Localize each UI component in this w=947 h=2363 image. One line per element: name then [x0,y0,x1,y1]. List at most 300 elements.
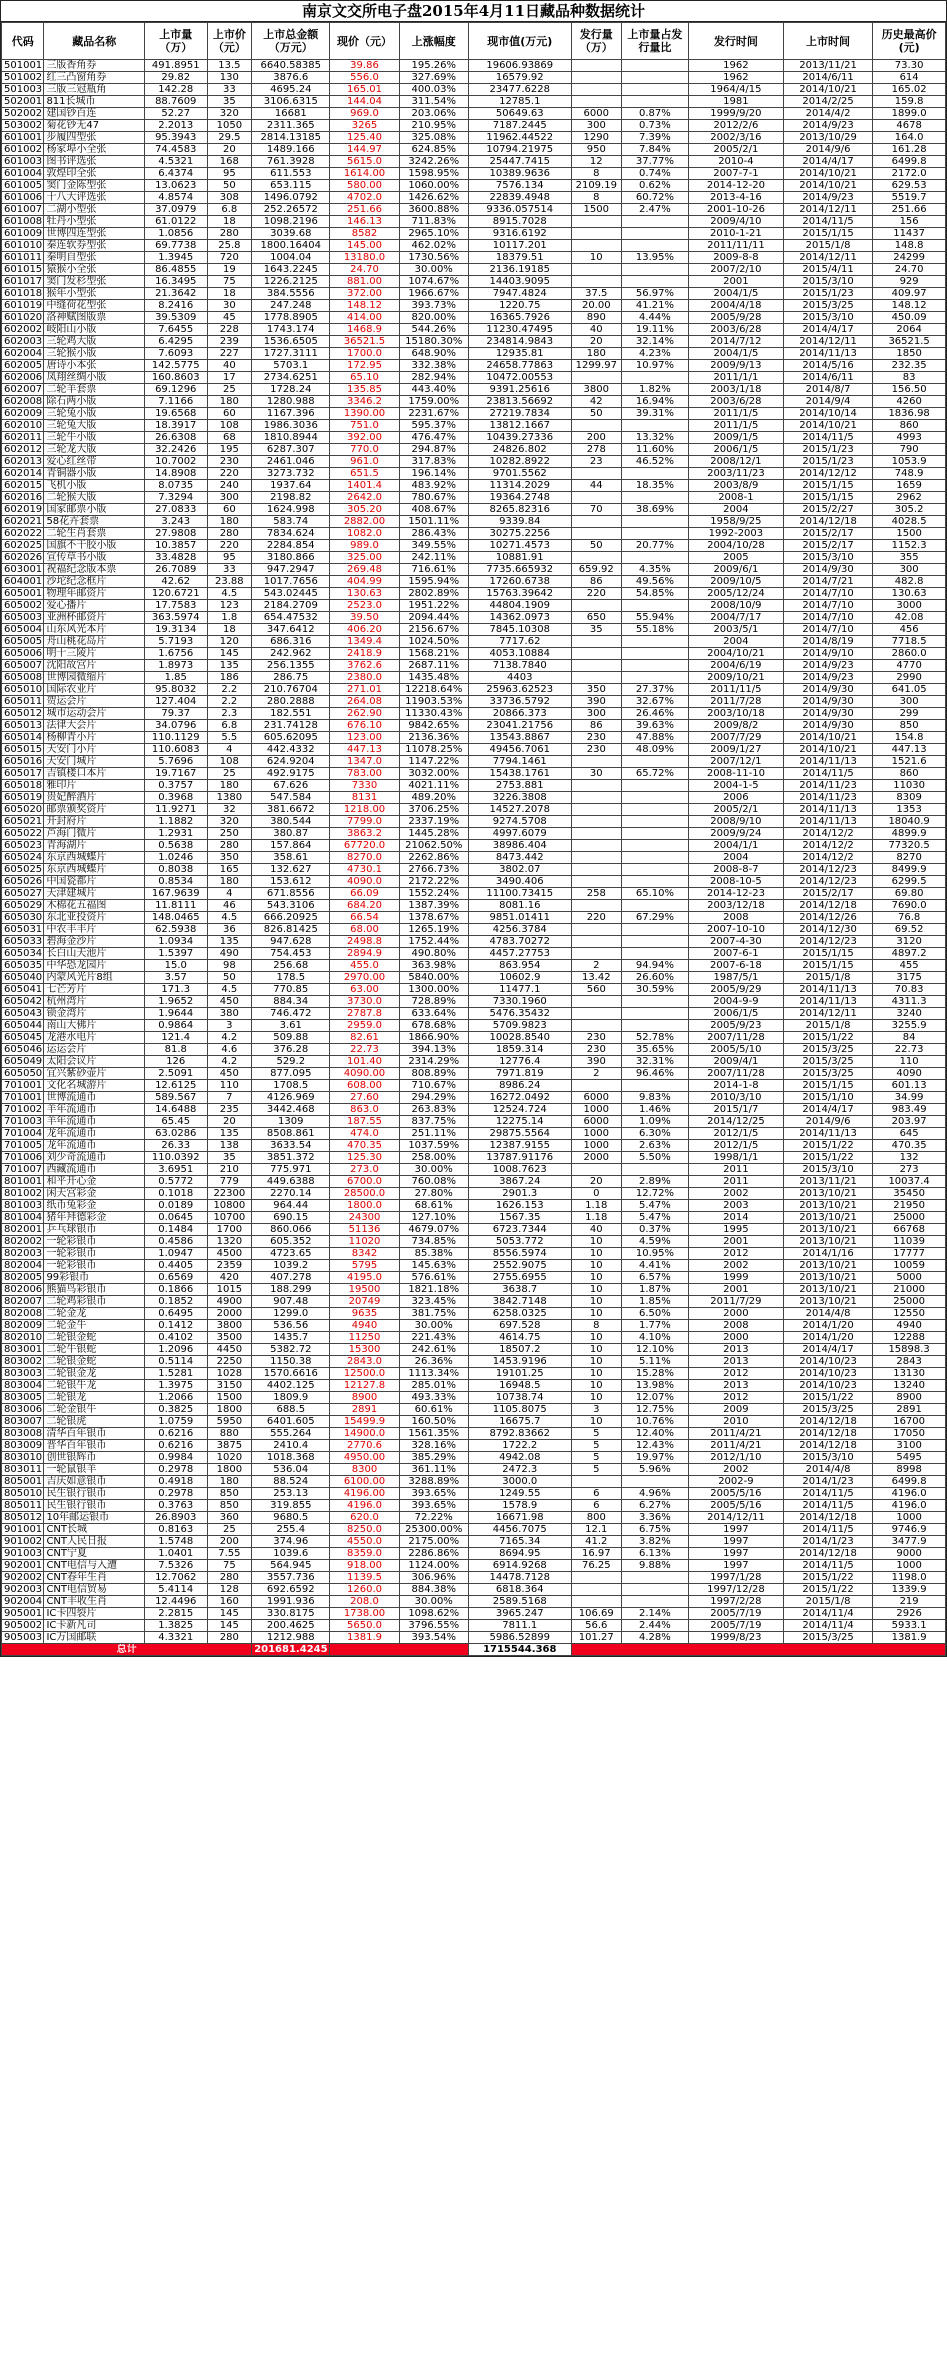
table-cell: 0.3825 [144,1404,207,1416]
table-cell: 沈阳故宫片 [44,660,145,672]
table-cell: 3255.9 [873,1020,946,1032]
table-cell: 1.0947 [144,1248,207,1260]
table-cell: 7138.7840 [468,660,571,672]
table-cell: 5000 [873,1272,946,1284]
table-cell: 50 [571,540,621,552]
table-cell: 19.7167 [144,768,207,780]
table-cell: 2008-8-7 [688,864,783,876]
table-cell: 35450 [873,1188,946,1200]
table-cell: 2753.881 [468,780,571,792]
table-cell: 13130 [873,1368,946,1380]
table-cell: 4897.2 [873,948,946,960]
table-cell: CNT人民日报 [44,1536,145,1548]
table-cell: 2014/9/23 [783,192,872,204]
table-cell: 2005/5/10 [688,1044,783,1056]
table-cell: 2015/1/23 [783,444,872,456]
table-cell: 641.05 [873,684,946,696]
table-cell: 2015/1/15 [783,228,872,240]
table-cell: 贺运会片 [44,696,145,708]
table-cell: 羊年流通币 [44,1104,145,1116]
table-cell: 2262.86% [399,852,468,864]
table-cell: 1024.50% [399,636,468,648]
table-cell: 220 [571,912,621,924]
table-cell: CNT长城 [44,1524,145,1536]
table-cell: 三轮兔大版 [44,420,145,432]
table-cell: 4.5321 [144,156,207,168]
table-cell: 一轮彩银币 [44,1248,145,1260]
table-cell: 4.3321 [144,1632,207,1644]
table-cell: 2014/9/30 [783,684,872,696]
table-cell: 2014/6/11 [783,72,872,84]
table-cell: 1536.6505 [252,336,330,348]
table-cell: 543.02445 [252,588,330,600]
table-cell: 2014/12/23 [783,876,872,888]
table-cell: 2015/1/15 [783,492,872,504]
table-cell: 2000 [688,1332,783,1344]
table-cell: 501003 [2,84,44,96]
table-cell: 9000 [873,1548,946,1560]
table-cell: 2014/12/30 [783,924,872,936]
table-cell: 7.55 [207,1548,252,1560]
table-cell: 三轮牛小版 [44,432,145,444]
table-cell: 393.65% [399,1488,468,1500]
table-cell: 48.09% [621,744,688,756]
table-cell: 25.8 [207,240,252,252]
table-cell: 9746.9 [873,1524,946,1536]
table-cell: 450 [207,996,252,1008]
table-cell: 4695.24 [252,84,330,96]
table-cell: 1997 [688,1560,783,1572]
table-cell: 0.5114 [144,1356,207,1368]
table-cell: 969.0 [330,108,399,120]
table-cell: 27.9808 [144,528,207,540]
table-cell: 39.86 [330,60,399,72]
table-row [2,480,946,492]
table-cell: 中华恐龙园片 [44,960,145,972]
table-cell: 95.8032 [144,684,207,696]
table-cell: 2012 [688,1368,783,1380]
table-cell: 25 [207,384,252,396]
table-cell: 601011 [2,252,44,264]
table-cell: 34.99 [873,1092,946,1104]
table-cell: 24299 [873,252,946,264]
table-row [2,1332,946,1344]
table-cell: 0.8163 [144,1524,207,1536]
table-cell: 49.56% [621,576,688,588]
table-cell: 3.6951 [144,1164,207,1176]
table-cell: 36521.5 [873,336,946,348]
table-cell: 983.49 [873,1104,946,1116]
table-cell: 4.5 [207,984,252,996]
table-cell: 8300 [330,1464,399,1476]
table-row [2,1392,946,1404]
table-cell: 二轮银金蛇 [44,1356,145,1368]
table-cell: 27.60 [330,1092,399,1104]
table-cell: 157.864 [252,840,330,852]
table-cell: 2003/8/9 [688,480,783,492]
table-row [2,132,946,144]
table-cell: 1752.44% [399,936,468,948]
table-cell: 2860.0 [873,648,946,660]
table-cell: 8.2416 [144,300,207,312]
table-cell: 1280.988 [252,396,330,408]
table-cell: 2007-4-30 [688,936,783,948]
table-cell: 75 [207,1560,252,1572]
table-cell: 2015/1/23 [783,288,872,300]
table-cell: 645 [873,1128,946,1140]
table-cell: 8270 [873,852,946,864]
table-cell: 172.95 [330,360,399,372]
table-cell: 3557.736 [252,1572,330,1584]
table-row [2,432,946,444]
table-cell: 49456.7061 [468,744,571,756]
table-cell [621,996,688,1008]
table-cell: 4723.65 [252,1248,330,1260]
table-cell: 4783.70272 [468,936,571,948]
table-cell: 659.92 [571,564,621,576]
table-cell: 308 [207,192,252,204]
table-cell: 2.5091 [144,1068,207,1080]
table-cell: 2894.9 [330,948,399,960]
table-row [2,1368,946,1380]
table-cell: 4997.6079 [468,828,571,840]
table-cell: 18040.9 [873,816,946,828]
table-cell: 325.08% [399,132,468,144]
table-row [2,1632,946,1644]
table-cell: 11250 [330,1332,399,1344]
table-cell: 135.85 [330,384,399,396]
table-cell: 1999/8/23 [688,1632,783,1644]
table-cell: 81.8 [144,1044,207,1056]
table-cell: 1.0934 [144,936,207,948]
table-cell: 701003 [2,1116,44,1128]
table-cell: 4457.27753 [468,948,571,960]
table-cell: 602011 [2,432,44,444]
table-cell: 653.115 [252,180,330,192]
table-cell: 110 [873,1056,946,1068]
table-cell: 1659 [873,480,946,492]
table-cell: 10794.21975 [468,144,571,156]
table-cell: 84 [873,1032,946,1044]
table-cell: 2002 [688,1464,783,1476]
table-cell: 385.29% [399,1452,468,1464]
table-cell: 39.5309 [144,312,207,324]
table-cell: 32.67% [621,696,688,708]
table-cell: 2014/10/23 [783,1380,872,1392]
table-cell: 7.6093 [144,348,207,360]
table-cell: 6700.0 [330,1176,399,1188]
table-cell: 605027 [2,888,44,900]
table-cell: 11.8111 [144,900,207,912]
table-cell: 2136.19185 [468,264,571,276]
table-cell: 2.89% [621,1176,688,1188]
table-cell: 1595.94% [399,576,468,588]
table-cell: 10282.8922 [468,456,571,468]
table-cell: 85.38% [399,1248,468,1260]
table-cell: 10年邮运银币 [44,1512,145,1524]
table-cell: 2642.0 [330,492,399,504]
table-cell: 12127.8 [330,1380,399,1392]
table-cell: 2007/12/1 [688,756,783,768]
table-cell: 803008 [2,1428,44,1440]
table-cell: 2015/2/17 [783,528,872,540]
table-cell: 2008/12/1 [688,456,783,468]
table-cell: 1992-2003 [688,528,783,540]
table-cell: 2014/12/18 [783,900,872,912]
table-cell: 13.32% [621,432,688,444]
table-row [2,888,946,900]
table-row [2,1284,946,1296]
table-cell: 2012/2/6 [688,120,783,132]
table-cell: 7947.4824 [468,288,571,300]
table-cell: 0.0645 [144,1212,207,1224]
table-cell: 99彩银币 [44,1272,145,1284]
table-cell: 393.54% [399,1632,468,1644]
table-row [2,984,946,996]
table-cell: 2013/11/21 [783,60,872,72]
table-cell: 4.5 [207,912,252,924]
table-cell: 8998 [873,1464,946,1476]
table-cell: 2014/11/4 [783,1608,872,1620]
table-cell: 503002 [2,120,44,132]
table-cell [571,648,621,660]
table-row [2,876,946,888]
table-cell: 18379.51 [468,252,571,264]
table-cell: 2014/11/5 [783,1500,872,1512]
table-cell: 406.20 [330,624,399,636]
table-cell: 63.00 [330,984,399,996]
table-cell: IC卡新凡司 [44,1620,145,1632]
table-cell: 8131 [330,792,399,804]
table-cell: 654.47532 [252,612,330,624]
table-cell: 164.0 [873,132,946,144]
table-cell: 3802.07 [468,864,571,876]
table-row [2,540,946,552]
table-cell: 123 [207,600,252,612]
table-cell: 7330.1960 [468,996,571,1008]
table-cell: 1722.2 [468,1440,571,1452]
table-cell: 和平开心金 [44,1176,145,1188]
table-cell: 世博流通币 [44,1092,145,1104]
table-cell: 15499.9 [330,1416,399,1428]
table-cell: 2970.00 [330,972,399,984]
table-cell: 502001 [2,96,44,108]
table-cell: 7735.665932 [468,564,571,576]
table-cell: 4256.3784 [468,924,571,936]
table-cell: 1.82% [621,384,688,396]
table-cell: 10 [571,1392,621,1404]
table-row [2,1056,946,1068]
table-cell: 18.3917 [144,420,207,432]
table-cell: 6.50% [621,1308,688,1320]
table-cell: 68 [207,432,252,444]
table-cell: 300 [571,708,621,720]
table-row [2,972,946,984]
table-cell: 洛神赋图版票 [44,312,145,324]
table-cell: 120 [207,636,252,648]
table-cell: 11230.47495 [468,324,571,336]
table-cell: 三轮鸡大版 [44,336,145,348]
table-row [2,1128,946,1140]
table-cell: 碧海金沙片 [44,936,145,948]
table-cell: 219 [873,1596,946,1608]
table-cell: 凤翔丝绸小版 [44,372,145,384]
table-cell: 805011 [2,1500,44,1512]
table-cell: 3265 [330,120,399,132]
table-cell: 4500 [207,1248,252,1260]
table-cell: 20749 [330,1296,399,1308]
table-cell: 龙港水电片 [44,1032,145,1044]
table-cell: 8 [571,168,621,180]
table-row [2,636,946,648]
table-cell: 605010 [2,684,44,696]
table-cell: 12275.14 [468,1116,571,1128]
table-cell: 2901.3 [468,1188,571,1200]
table-cell: 二轮羊套票 [44,384,145,396]
table-cell: 280 [207,228,252,240]
table-cell: 27.37% [621,684,688,696]
table-cell: 902003 [2,1584,44,1596]
table-cell: 8986.24 [468,1080,571,1092]
table-cell: 6287.307 [252,444,330,456]
table-row [2,324,946,336]
table-cell: 8694.95 [468,1548,571,1560]
table-cell: 1986.3036 [252,420,330,432]
table-cell: 2014/4/8 [783,1464,872,1476]
table-cell: 27219.7834 [468,408,571,420]
table-cell: 1999 [688,1272,783,1284]
table-cell [571,600,621,612]
table-cell: 1997/12/28 [688,1584,783,1596]
table-cell: 2015/1/22 [783,1584,872,1596]
table-cell: 9851.01411 [468,912,571,924]
table-cell: 327.69% [399,72,468,84]
table-cell: 802004 [2,1260,44,1272]
table-cell: 40 [571,324,621,336]
table-cell: 1.46% [621,1104,688,1116]
table-cell: CNT丰收生肖 [44,1596,145,1608]
table-cell: 2523.0 [330,600,399,612]
table-cell: 3876.6 [252,72,330,84]
table-cell: 686.316 [252,636,330,648]
table-cell: 6258.0325 [468,1308,571,1320]
table-cell: 5 [571,1452,621,1464]
table-cell: 165.01 [330,84,399,96]
table-cell: 2007-7-1 [688,168,783,180]
table-cell: 280 [207,840,252,852]
table-cell: CNT电信贸易 [44,1584,145,1596]
table-cell: 228 [207,324,252,336]
table-cell: 280 [207,1632,252,1644]
table-cell: 989.0 [330,540,399,552]
table-cell: 中国瓷都片 [44,876,145,888]
table-cell: 2589.5168 [468,1596,571,1608]
table-cell: 605001 [2,588,44,600]
table-cell: 2015/1/15 [783,480,872,492]
table-cell: 905001 [2,1608,44,1620]
table-row [2,624,946,636]
table-cell: 2014/12/23 [783,864,872,876]
table-cell: 68.00 [330,924,399,936]
table-cell: 10 [571,1308,621,1320]
table-cell: 608.00 [330,1080,399,1092]
table-cell: 2014/9/4 [783,396,872,408]
table-cell: 9.88% [621,1560,688,1572]
table-cell: 160 [207,1596,252,1608]
table-cell: 二轮银金龙 [44,1368,145,1380]
table-cell: 8 [571,1320,621,1332]
table-cell: 720 [207,252,252,264]
table-cell: 4090.00 [330,1068,399,1080]
header-row [2,23,946,60]
table-cell: 86 [571,576,621,588]
table-cell: 2.3 [207,708,252,720]
table-cell: 5 [571,1464,621,1476]
table-cell: 754.453 [252,948,330,960]
table-cell [621,864,688,876]
table-cell: 2009/4/10 [688,216,783,228]
table-cell: 605045 [2,1032,44,1044]
table-cell: 7576.134 [468,180,571,192]
table-row [2,1476,946,1488]
table-cell: 544.26% [399,324,468,336]
table-cell: 16272.0492 [468,1092,571,1104]
table-cell: 3273.732 [252,468,330,480]
table-cell [571,636,621,648]
table-cell: 26.6308 [144,432,207,444]
table-cell [571,516,621,528]
table-cell: 5053.772 [468,1236,571,1248]
table-cell: 2003/10/18 [688,708,783,720]
table-cell: 803002 [2,1356,44,1368]
table-cell [571,1164,621,1176]
table-cell: 7799.0 [330,816,399,828]
table-cell: 16681 [252,108,330,120]
table-cell: 1962 [688,60,783,72]
table-cell: 2014/10/21 [783,420,872,432]
table-cell: 4.28% [621,1632,688,1644]
table-cell: 2380.0 [330,672,399,684]
table-cell: 127.10% [399,1212,468,1224]
table-cell: 408.67% [399,504,468,516]
table-cell [571,228,621,240]
table-cell: 96.46% [621,1068,688,1080]
table-cell: 4.6 [207,1044,252,1056]
table-cell: 66.09 [330,888,399,900]
table-cell: 7811.1 [468,1620,571,1632]
table-cell: 195 [207,444,252,456]
table-cell: 701001 [2,1092,44,1104]
table-cell: 3730.0 [330,996,399,1008]
table-cell: 60.72% [621,192,688,204]
table-cell: 650 [571,612,621,624]
table-cell: 601002 [2,144,44,156]
table-cell: 1147.22% [399,756,468,768]
table-cell: 556.0 [330,72,399,84]
table-cell: 34.0796 [144,720,207,732]
table-cell: 2766.73% [399,864,468,876]
table-row [2,336,946,348]
table-cell: 543.3106 [252,900,330,912]
table-cell: 7718.5 [873,636,946,648]
table-cell: 110.1129 [144,732,207,744]
table-cell [621,900,688,912]
table-row [2,1248,946,1260]
table-row [2,360,946,372]
table-cell: 142.5775 [144,360,207,372]
table-cell [621,816,688,828]
table-cell: 2007/11/28 [688,1032,783,1044]
